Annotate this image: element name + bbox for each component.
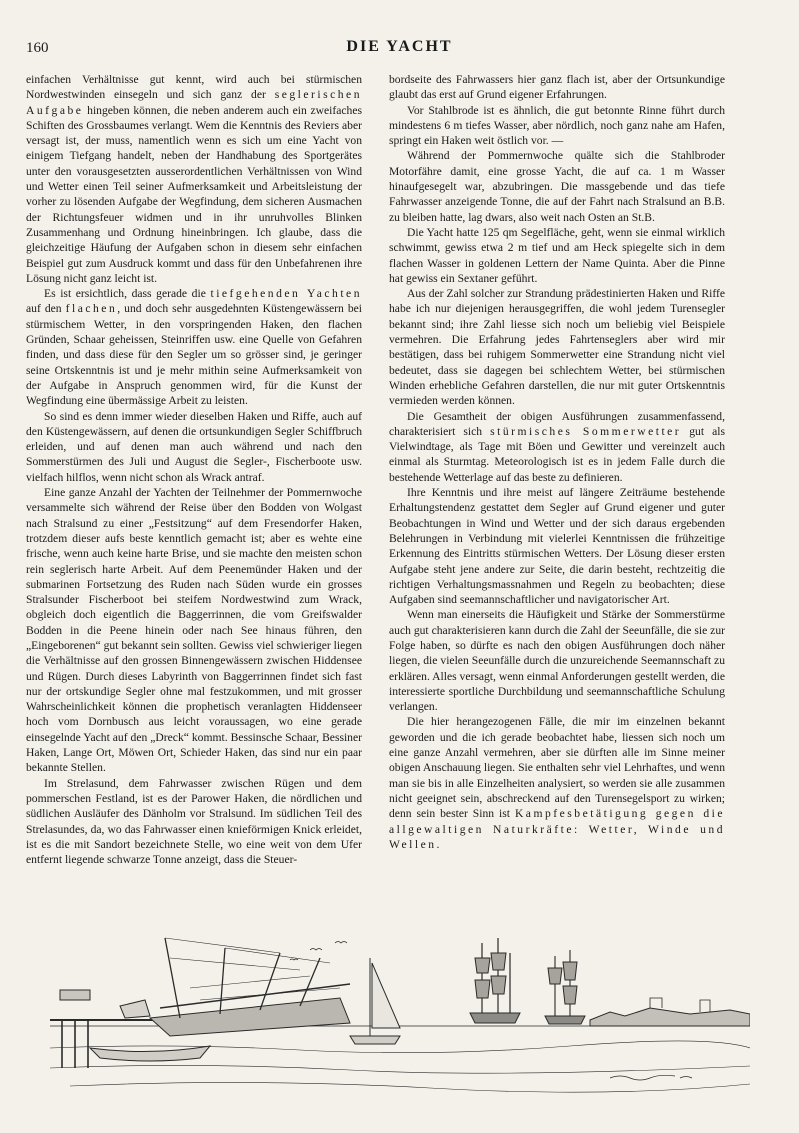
text-run: bordseite des Fahrwassers hier ganz flach ist, aber der Ortsunkundige glaubt das erst auf Grund eigener Erfahrungen. [389, 73, 725, 102]
text-run: Es ist ersichtlich, dass gerade die [44, 287, 211, 301]
spaced-emphasis: Kampfesbetätigung gegen die allgewaltigen Naturkräfte: Wetter, Winde und Wellen [389, 807, 726, 851]
running-title: DIE YACHT [346, 38, 453, 55]
text-run: Im Strelasund, dem Fahrwasser zwischen Rügen und dem pommerschen Festland, ist es der Parower Haken, die nördlichen und südlichen Ausläufer des Dänholm vor Stralsund. Im südlichen Teil des Strelasundes, da, wo das Fahrwasser einen knieförmigen Knick erleidet, ist es die mit Sandort bezeichnete Stelle, wo eine weit von dem Ufer entfernt liegende schwarze Tonne anzeigt, dass die Steuer- [26, 776, 362, 867]
paragraph [389, 72, 725, 103]
text-run: Eine ganze Anzahl der Yachten der Teilnehmer der Pommernwoche versammelte sich während der Reise über den Bodden von Wolgast nach Stralsund zu einer „Festsitzung“ auf dem Fresendorfer Haken, trotzdem dieser aufs beste kenntlich gemacht ist; aber es wehte eine frische, wenn auch keine harte Brise, und sie machte den meisten schon rein seglerisch harte Arbeit. Auf dem Peenemünder Haken und der submarinen Fortsetzung des Ruden nach Süden wurde ein grosses Stralsunder Fischerboot bei steifem Nordwestwind zum Wrack, obgleich doch eigentlich die Baggerrinnen, die vom Greifswalder Bodden in die Peene hinein oder nach See hinaus führen, den „Eingeborenen“ gut bekannt sein sollten. Gewiss viel schwieriger liegen die Verhältnisse auf den grossen Binnengewässern zwischen Hiddensee und Rügen. Durch dieses Labyrinth von Baggerrinnen findet sich fast nur der ortskundige Segler ohne mal festzukommen, und mit grosser Wahrscheinlichkeit können die prophetisch veranlagten Hiddenseer hoch vom Dornbusch aus leicht voraussagen, wo eine gerade einsegelnde Yacht auf den „Dreck“ kommt. Bessinsche Schaar, Bessiner Haken, Lange Ort, Möwen Ort, Schieder Haken, das sind nur ein paar bekannte Stellen. [26, 486, 362, 775]
spaced-emphasis: flachen [65, 302, 118, 316]
paragraph [389, 148, 725, 224]
text-run: gut als Vielwindtage, als Tage mit Böen und Gewitter und vereinzelt auch einmal als Sturmtag. Meteorologisch ist es in jedem Falle durch die bestehende Wetterlage auf das beste zu definieren. [389, 424, 725, 484]
paragraph [389, 409, 725, 485]
paragraph [26, 72, 362, 286]
paragraph [389, 286, 725, 408]
text-run: hingeben können, die neben anderem auch ein zweifaches Schiften des Grossbaumes verlangt. Wem die Kenntnis des Reviers aber versagt ist, der muss, namentlich wenn es sich um eine Yacht von einigem Tiefgang handelt, neben der Handhabung des Sportgerätes unter den vorausgesetzten ausserordentlichen Verhältnissen von Wind und Wetter einen Teil seiner Aufmerksamkeit und Arbeitsleistung der vorher zu lösenden Aufgabe der Wegfindung, dem sicheren Ausmachen der Richtungsfeuer widmen und in ihr unruhvolles Blinken Zusammenhang und Ordnung hineinbringen. Ich glaube, dass die gleichzeitige Häufung der Aufgaben schon in diesem sehr einfachen Beispiel gut zum Ausdruck kommt und dass für den Unbefahrenen ihre Lösung nicht ganz leicht ist. [26, 103, 362, 285]
paragraph [389, 103, 725, 149]
text-run: Die Gesamtheit der obigen Ausführungen zusammenfassend, charakterisiert sich [389, 409, 725, 438]
left-column [26, 72, 362, 867]
text-run: Vor Stahlbrode ist es ähnlich, die gut betonnte Rinne führt durch mindestens 6 m tiefes Wasser, aber nördlich, noch ganz nahe am Hafen, springt ein Haken weit östlich vor. — [389, 103, 725, 148]
paragraph [26, 409, 362, 485]
text-run: Wenn man einerseits die Häufigkeit und Stärke der Sommerstürme auch gut charakterisieren kann durch die Zahl der Seeunfälle, die sie zur Folge haben, so dürfte es nach den obigen Ausführungen doch näher liegen, die vielen Seeunfälle durch die unzureichende Seemannschaft zu erklären. Alles versagt, wenn einmal Anforderungen gestellt werden, die interessierte sportliche Durchbildung und seemannschaftliche Schulung verlangen. [389, 608, 725, 714]
text-run: Die Yacht hatte 125 qm Segelfläche, geht, wenn sie einmal wirklich schwimmt, gewiss etwa 2 m tief und am Heck spiegelte sich in dem flachen Wasser in goldenen Lettern der Name Quinta. Aber die Pinne hat gewiss ein Sextaner geführt. [389, 225, 725, 285]
spaced-emphasis: stürmisches Sommerwetter [490, 424, 682, 438]
paragraph [389, 225, 725, 286]
paragraph [389, 485, 725, 607]
text-run: Während der Pommernwoche quälte sich die Stahlbroder Motorfähre damit, eine grosse Yacht, die auf ca. 1 m Wasser hinaufgesegelt war, abzubringen. Die massgebende und das tiefe Fahrwasser anzeigende Tonne, die auf der Fahrt nach Stralsund an B.B. zu bleiben hatte, lag dwars, also weit nach Osten an St.B. [389, 149, 725, 224]
text-run: . [436, 837, 440, 851]
text-run: So sind es denn immer wieder dieselben Haken und Riffe, auch auf den Küstengewässern, auf denen die ortsunkundigen Segler Schiffbruch erleiden, und auf denen man auch während und nach den Sommerstürmen des Juli und August die Segler-, Fischerboote usw. vielfach hilflos, wenn nicht schon als Wrack antraf. [26, 409, 362, 484]
text-run: auf den [26, 302, 66, 316]
paragraph [26, 485, 362, 776]
text-run: Die hier herangezogenen Fälle, die mir im einzelnen bekannt geworden und die ich gerade beobachtet habe, liessen sich noch um eine ganze Anzahl vermehren, aber sie dürften alle im Sinne meiner obigen Anschauung liegen. Sie enthalten sehr viel Lehrhaftes, und wenn man sie bis in alle Einzelheiten analysiert, so werden sie alle zusammen nicht geeignet sein, abschreckend auf den Turensegelsport zu wirken; denn sein bester Sinn ist [389, 715, 725, 821]
page-number: 160 [26, 40, 49, 56]
paragraph [26, 286, 362, 408]
spaced-emphasis: tiefgehenden Yachten [210, 287, 362, 301]
text-run: Aus der Zahl solcher zur Strandung prädestinierten Haken und Riffe habe ich nur diejenigen herausgegriffen, die wohl jedem Turensegler bekannt sind; ihre Zahl liesse sich noch um beliebig viel Beispiele vermehren. Die Erfahrung jedes Fahrtenseglers aber wird mir bestätigen, dass bei ruhigem Sommerwetter eine Strandung nicht viel bedeutet, dass sie dagegen bei schlechtem Wetter, bei stürmischen Winden erhebliche Gefahren darstellen, die nur mit guter Ortskenntnis vermieden werden können. [389, 287, 725, 408]
text-run: einfachen Verhältnisse gut kennt, wird auch bei stürmischen Nordwestwinden einsegeln und sich ganz der [26, 73, 362, 102]
right-column [389, 72, 725, 852]
paragraph [389, 714, 725, 852]
text-run: Ihre Kenntnis und ihre meist auf längere Zeiträume bestehende Erhaltungstendenz gestattet dem Segler auf Grund eigener und guter Beobachtungen in Wind und Wetter und der sich daraus ergebenden Belehrungen in Verbindung mit vielerlei Kenntnissen die frühzeitige Erkennung des Eintritts stürmischen Wetters. Der Lösung dieser ersten Aufgabe steht jene andere zur Seite, die darin besteht, rechtzeitig die richtigen Verhaltungsmassnahmen und Regeln zu beobachten; diese Aufgaben sind seemannschaftlicher und navigatorischer Art. [389, 486, 725, 607]
paragraph [26, 776, 362, 868]
paragraph [389, 607, 725, 714]
spaced-emphasis: seglerischen Aufgabe [26, 88, 362, 117]
text-run: , und doch sehr ausgedehnten Küstengewässern bei stürmischem Wetter, in den vorspringenden Haken, den flachen Gründen, Schaar geheissen, Steinriffen usw. eine Quelle von Gefahren finden, und dass diese für den Segler um so grösser sind, je geringer seine Ortskenntnis ist und je mehr mithin seine Aufmerksamkeit von der Aufgabe in Anspruch genommen wird, für die Kunst der Wegfindung eine übermässige Arbeit zu leisten. [26, 302, 362, 408]
harbour-illustration [50, 928, 750, 1098]
